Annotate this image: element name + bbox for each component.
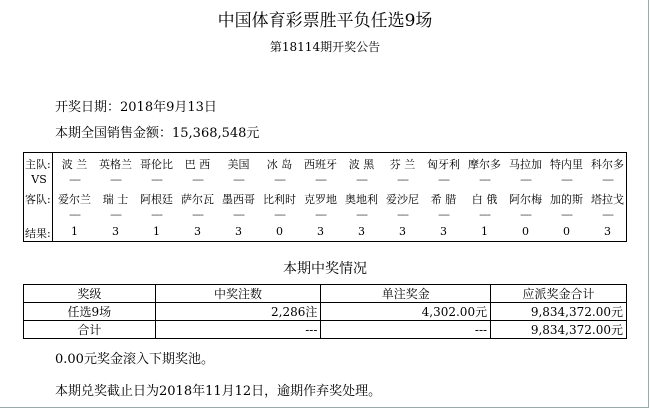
match-home-team: 波 黑 <box>348 158 375 171</box>
match-vs-separator: ---- <box>602 173 613 186</box>
match-result: 3 <box>358 225 365 238</box>
header-cell: 奖级 <box>24 285 156 303</box>
match-home-team: 西班牙 <box>304 158 337 171</box>
table-cell: 2,286注 <box>155 303 321 321</box>
match-result: 0 <box>563 225 570 238</box>
match-vs-separator: ---- <box>69 173 80 186</box>
match-vs-separator: ---- <box>356 173 367 186</box>
table-cell: 4,302.00元 <box>321 303 491 321</box>
sales-amount: 本期全国销售金额：15,368,548元 <box>55 126 260 141</box>
match-result: 3 <box>604 225 611 238</box>
match-home-team: 波 兰 <box>61 158 88 171</box>
table-cell: 9,834,372.00元 <box>491 321 627 339</box>
match-result: 0 <box>522 225 529 238</box>
page-title: 中国体育彩票胜平负任选9场 <box>217 11 433 31</box>
match-away-team: 白 俄 <box>471 193 498 206</box>
table-cell: --- <box>155 321 321 339</box>
match-home-team: 哥伦比 <box>140 158 173 171</box>
rollover-note: 0.00元奖金滚入下期奖池。 <box>55 352 214 367</box>
match-home-team: 匈牙利 <box>427 158 460 171</box>
match-home-team: 摩尔多 <box>468 158 501 171</box>
match-away-team: 爱沙尼 <box>386 193 419 206</box>
match-result: 1 <box>71 225 78 238</box>
match-vs-separator: ---- <box>438 173 449 186</box>
table-cell: 9,834,372.00元 <box>491 303 627 321</box>
match-grid <box>23 152 627 242</box>
match-vs-separator: ---- <box>274 173 285 186</box>
table-cell: --- <box>321 321 491 339</box>
match-vs-separator: ---- <box>479 173 490 186</box>
match-vs-separator: ---- <box>192 173 203 186</box>
match-away-team: 萨尔瓦 <box>181 193 214 206</box>
match-home-team: 马拉加 <box>509 158 542 171</box>
match-separator: ---- <box>397 208 408 221</box>
match-away-team: 比利时 <box>263 193 296 206</box>
vs-row-label: VS <box>31 173 47 186</box>
match-separator: ---- <box>356 208 367 221</box>
result-row-label: 结果: <box>25 227 51 240</box>
match-home-team: 美国 <box>227 158 250 171</box>
issue-subtitle: 第18114期开奖公告 <box>269 40 381 54</box>
label-divider <box>52 153 53 241</box>
match-away-team: 瑞 士 <box>102 193 129 206</box>
match-result: 1 <box>481 225 488 238</box>
match-away-team: 克罗地 <box>304 193 337 206</box>
match-home-team: 芬 兰 <box>389 158 416 171</box>
header-cell: 应派奖金合计 <box>491 285 627 303</box>
header-cell: 单注奖金 <box>321 285 491 303</box>
match-separator: ---- <box>151 208 162 221</box>
match-home-team: 特内里 <box>550 158 583 171</box>
match-separator: ---- <box>561 208 572 221</box>
match-vs-separator: ---- <box>397 173 408 186</box>
match-away-team: 墨西哥 <box>222 193 255 206</box>
match-separator: ---- <box>110 208 121 221</box>
match-vs-separator: ---- <box>315 173 326 186</box>
match-separator: ---- <box>233 208 244 221</box>
match-separator: ---- <box>520 208 531 221</box>
match-result: 3 <box>235 225 242 238</box>
match-separator: ---- <box>479 208 490 221</box>
match-result: 3 <box>194 225 201 238</box>
table-row <box>24 303 627 321</box>
table-cell: 合计 <box>24 321 156 339</box>
home-row-label: 主队: <box>25 158 51 171</box>
header-cell: 中奖注数 <box>155 285 321 303</box>
prize-table <box>23 284 627 339</box>
draw-date: 开奖日期：2018年9月13日 <box>55 100 217 115</box>
match-away-team: 阿根廷 <box>140 193 173 206</box>
match-result: 0 <box>276 225 283 238</box>
match-result: 3 <box>399 225 406 238</box>
match-separator: ---- <box>315 208 326 221</box>
match-separator: ---- <box>69 208 80 221</box>
match-away-team: 希 腊 <box>430 193 457 206</box>
match-home-team: 巴 西 <box>184 158 211 171</box>
prize-section-title: 本期中奖情况 <box>283 261 367 277</box>
table-cell: 任选9场 <box>24 303 156 321</box>
match-separator: ---- <box>438 208 449 221</box>
match-vs-separator: ---- <box>520 173 531 186</box>
match-home-team: 英格兰 <box>99 158 132 171</box>
match-home-team: 冰 岛 <box>266 158 293 171</box>
match-away-team: 阿尔梅 <box>509 193 542 206</box>
match-vs-separator: ---- <box>561 173 572 186</box>
match-result: 3 <box>112 225 119 238</box>
match-result: 3 <box>440 225 447 238</box>
match-separator: ---- <box>274 208 285 221</box>
table-row <box>24 321 627 339</box>
match-vs-separator: ---- <box>233 173 244 186</box>
match-result: 1 <box>153 225 160 238</box>
match-result: 3 <box>317 225 324 238</box>
match-separator: ---- <box>602 208 613 221</box>
match-vs-separator: ---- <box>151 173 162 186</box>
match-separator: ---- <box>192 208 203 221</box>
deadline-note: 本期兑奖截止日为2018年11月12日，逾期作弃奖处理。 <box>55 384 382 399</box>
match-away-team: 加的斯 <box>550 193 583 206</box>
match-away-team: 爱尔兰 <box>58 193 91 206</box>
match-home-team: 科尔多 <box>591 158 624 171</box>
match-vs-separator: ---- <box>110 173 121 186</box>
away-row-label: 客队: <box>25 193 51 206</box>
match-away-team: 奥地利 <box>345 193 378 206</box>
prize-table-header-row <box>24 285 627 303</box>
match-away-team: 塔拉戈 <box>591 193 624 206</box>
